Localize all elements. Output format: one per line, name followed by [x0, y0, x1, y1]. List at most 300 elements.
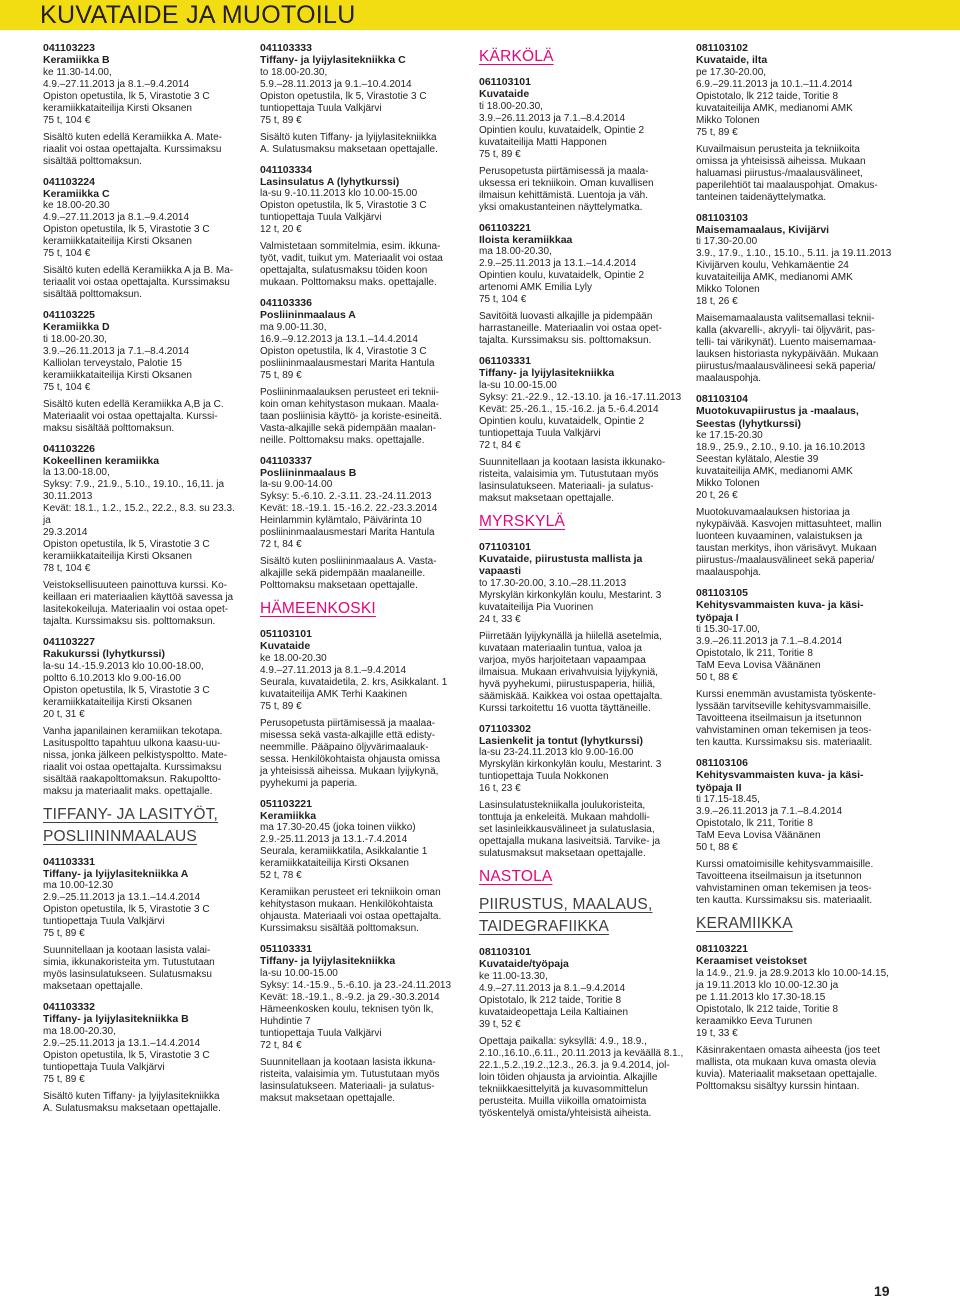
course-detail: harrastaneille. Materiaalin voi ostaa opet-: [479, 323, 662, 334]
course-detail: 75 t, 89 €: [479, 148, 521, 160]
course-detail: myös lasinsulatukseen. Sulatusmaksu: [43, 969, 212, 980]
course-detail: keramiikkataiteilija Kirsti Oksanen: [43, 369, 192, 381]
course-detail: Opiston opetustila, lk 5, Virastotie 3 C: [43, 224, 210, 235]
course-detail: ma 10.00-12.30: [43, 880, 114, 891]
course-description: Suunnitellaan ja kootaan lasista valai-: [43, 945, 211, 956]
course-code: 041103334: [260, 163, 312, 176]
course-entry: [696, 757, 896, 907]
course-detail: ti 17.30-20.00: [696, 236, 758, 247]
course-detail: 30.11.2013: [43, 491, 93, 502]
course-detail: kuvataiteilija AMK, medianomi AMK: [696, 272, 853, 283]
course-detail: ma 18.00-20.30,: [479, 246, 552, 257]
page-title: KUVATAIDE JA MUOTOILU: [40, 1, 356, 29]
course-description: Lasinsulatustekniikalla joulukoristeita,: [479, 800, 646, 811]
course-description: Opettaja paikalla: syksyllä: 4.9., 18.9.,: [479, 1035, 647, 1047]
course-entry: [260, 798, 465, 936]
course-detail: posliininmaalausmestari Marita Hantula: [260, 527, 435, 538]
course-detail: 5.9.–28.11.2013 ja 9.1.–10.4.2014: [260, 78, 412, 90]
course-detail: tuntiopettaja Tuula Valkjärvi: [260, 102, 382, 114]
course-detail: sisältää raakapolttomaksun. Rakupoltto-: [43, 773, 221, 785]
course-detail: ilmaisun kehittämistä. Luentoja ja väh.: [479, 189, 648, 201]
course-entry: [43, 636, 243, 798]
course-description: Kuvailmaisun perusteita ja tekniikoita: [696, 143, 860, 155]
course-detail: uksessa eri tekniikoin. Oman kuvallisen: [479, 177, 654, 189]
course-detail: riaalit voi ostaa opettajalta. Kurssimaksu: [43, 143, 222, 155]
course-detail: 75 t, 104 €: [43, 248, 91, 259]
course-code: 061103221: [479, 221, 531, 234]
course-detail: opettajalta, sulatusmaksu töiden koon: [260, 265, 428, 276]
course-detail: ti 18.00-20.30,: [479, 100, 543, 112]
course-detail: ja 19.11.2013 klo 10.00-12.30 ja: [696, 979, 839, 991]
course-detail: Kurssimaksu sisältää polttomaksun.: [260, 923, 419, 934]
course-detail: työt, vadit, tuikut ym. Materiaalit voi ostaa: [260, 253, 443, 264]
column-2: [260, 42, 465, 1113]
course-entry: [696, 943, 896, 1093]
course-detail: paperilehtiöt tai maalauspohjat. Omakus-: [696, 179, 878, 191]
course-detail: Myrskylän kirkonkylän koulu, Mestarint. 3: [479, 589, 662, 601]
course-detail: ti 18.00-20.30,: [43, 333, 107, 345]
course-title: Iloista keramiikkaa: [479, 233, 573, 246]
section-heading: KERAMIIKKA: [696, 915, 793, 932]
course-detail: tonttuja ja enkeleitä. Mukaan mahdolli-: [479, 812, 650, 823]
course-detail: Vasta-alkajille sekä pidempään maalan-: [260, 422, 437, 434]
course-detail: 75 t, 89 €: [696, 126, 738, 138]
course-detail: kalla (akvarelli-, akryyli- tai öljyvärit, pas-: [696, 325, 875, 336]
course-detail: Hämeenkosken koulu, teknisen työn lk,: [260, 1003, 434, 1015]
course-detail: 72 t, 84 €: [260, 539, 302, 550]
course-detail: tuntiopettaja Tuula Valkjärvi: [479, 427, 601, 439]
course-title: Tiffany- ja lyijylasitekniikka B: [43, 1013, 189, 1025]
course-detail: tajalta. Kurssimaksu sis. polttomaksun.: [479, 335, 652, 346]
course-title: Kuvataide: [260, 640, 311, 652]
course-description: Vanha japanilainen keramiikan tekotapa.: [43, 725, 223, 737]
course-detail: ti 17.15-18.45,: [696, 794, 760, 805]
course-detail: Tavoitteena itseilmaisun ja itsetunnon: [696, 713, 862, 724]
course-detail: keillaan eri materiaalien käyttöä savessa ja: [43, 592, 234, 603]
course-detail: alkajille sekä pidempään maalaneille.: [260, 568, 426, 579]
page-number: 19: [874, 1283, 890, 1299]
course-detail: sulatusmaksut maksetaan opettajalle.: [479, 848, 646, 859]
course-detail: 2.10.,16.10.,6.11., 20.11.2013 ja keväällä 8.1.,: [479, 1047, 684, 1059]
course-detail: Opiston opetustila, lk 5, Virastotie 3 C: [43, 539, 210, 550]
course-title: Muotokuvapiirustus ja -maalaus,: [696, 405, 859, 417]
course-description: Posliininmaalauksen perusteet eri teknii-: [260, 386, 439, 398]
course-detail: vahvistaminen oman tekemisen ja teos-: [696, 725, 872, 736]
course-detail: 75 t, 104 €: [43, 114, 91, 126]
course-entry: [260, 297, 465, 447]
course-detail: keramiikkataiteilija Kirsti Oksanen: [43, 236, 192, 247]
course-detail: 3.9.–26.11.2013 ja 7.1.–8.4.2014: [696, 636, 843, 647]
section-heading: HÄMEENKOSKI: [260, 600, 376, 617]
course-title: Tiffany- ja lyijylasitekniikka A: [43, 867, 189, 880]
course-detail: neemmille. Pääpaino öljyvärimaalauk-: [260, 741, 429, 753]
course-title: Keramiikka D: [43, 321, 110, 333]
course-description: Kurssi enemmän avustamista työskente-: [696, 689, 877, 700]
course-detail: Myrskylän kirkonkylän koulu, Mestarint. 3: [479, 759, 662, 770]
course-description: Sisältö kuten Tiffany- ja lyijylasitekniikka: [260, 131, 437, 143]
course-detail: tuntiopettaja Tuula Nokkonen: [479, 771, 609, 782]
course-detail: Syksy: 7.9., 21.9., 5.10., 19.10., 16,11. ja: [43, 479, 225, 490]
course-title: Kuvataide: [479, 88, 530, 100]
course-detail: la-su 14.-15.9.2013 klo 10.00-18.00,: [43, 660, 204, 672]
course-detail: artenomi AMK Emilia Lyly: [479, 282, 592, 293]
course-detail: la-su 10.00-15.00: [260, 967, 338, 979]
course-detail: kuvataiteilija Matti Happonen: [479, 136, 607, 148]
course-code: 041103226: [43, 442, 95, 455]
course-detail: tanteinen taidenäyttelymatka.: [696, 191, 827, 203]
course-detail: kuvataiteilija AMK, medianomi AMK: [696, 466, 853, 477]
course-detail: simia, ikkunakoristeita ym. Tutustutaan: [43, 957, 215, 968]
course-title: Kokeellinen keramiikka: [43, 454, 160, 467]
course-detail: maksetaan opettajalle.: [43, 981, 144, 992]
course-detail: taustan merkitys, ihon värisävyt. Mukaan: [696, 543, 877, 554]
course-detail: A. Sulatusmaksu maksetaan opettajalle.: [43, 1102, 221, 1114]
course-description: Keramiikan perusteet eri tekniikoin oman: [260, 887, 441, 898]
course-entry: [260, 455, 465, 593]
section-heading: PIIRUSTUS, MAALAUS,: [479, 896, 653, 913]
course-detail: Opiston opetustila, lk 5, Virastotie 3 C: [260, 200, 427, 211]
course-detail: kehitystason mukaan. Henkilökohtaista: [260, 899, 433, 910]
course-detail: 50 t, 88 €: [696, 842, 738, 853]
course-title: Kuvataide, piirustusta mallista ja: [479, 552, 643, 565]
course-title: työpaja I: [696, 611, 739, 624]
course-entry: [260, 628, 465, 790]
course-detail: Kivijärven koulu, Vehkamäentie 24: [696, 260, 849, 271]
course-title: Keramiikka B: [43, 54, 110, 66]
course-detail: poltto 6.10.2013 klo 9.00-16.00: [43, 672, 181, 684]
course-code: 081103106: [696, 757, 748, 769]
course-entry: [696, 587, 896, 749]
course-code: 071103101: [479, 540, 531, 553]
course-detail: haluamasi piirustus-/maalausvälineet,: [696, 167, 863, 179]
course-detail: Huhdintie 7: [260, 1015, 311, 1027]
course-detail: Opintien koulu, kuvataidelk, Opintie 2: [479, 415, 645, 427]
course-detail: 50 t, 88 €: [696, 672, 738, 683]
course-detail: 16.9.–9.12.2013 ja 13.1.–14.4.2014: [260, 333, 418, 345]
course-detail: to 18.00-20.30,: [260, 66, 328, 78]
course-description: Perusopetusta piirtämisessä ja maala-: [479, 165, 649, 177]
course-detail: lasitekokeiluja. Materiaalin voi ostaa opet-: [43, 604, 229, 615]
course-detail: maalauspohja.: [696, 373, 762, 384]
course-detail: sisältää polttomaksun.: [43, 289, 142, 300]
course-detail: ten kautta. Kurssimaksu sis. materiaalit.: [696, 737, 873, 748]
course-detail: 75 t, 104 €: [43, 381, 91, 393]
course-entry: [43, 856, 243, 994]
course-detail: risteita, valaisimia ym. Tutustutaan myös: [479, 468, 659, 480]
course-detail: ke 11.30-14.00,: [43, 66, 112, 78]
course-entry: [479, 222, 684, 348]
course-detail: 6.9.–29.11.2013 ja 10.1.–11.4.2014: [696, 78, 853, 90]
course-detail: la-su 9.00-14.00: [260, 479, 333, 490]
course-entry: [43, 1001, 243, 1115]
course-title: vapaasti: [479, 565, 522, 577]
column-3: [479, 42, 684, 1128]
course-code: 041103332: [43, 1001, 95, 1013]
course-detail: tajalta. Kurssimaksu sis. polttomaksun.: [43, 616, 216, 627]
column-4: [696, 42, 896, 1101]
course-detail: Opiston opetustila, lk 4, Virastotie 3 C: [260, 345, 427, 357]
course-detail: 18.9., 25.9., 2.10., 9.10. ja 16.10.2013: [696, 442, 866, 453]
course-title: Posliininmaalaus A: [260, 309, 356, 321]
course-detail: misessa sekä vasta-alkajille että edisty-: [260, 729, 436, 741]
course-entry: [479, 946, 684, 1120]
course-detail: kuvataiteilija AMK Terhi Kaakinen: [260, 688, 408, 700]
course-code: 051103221: [260, 797, 312, 810]
course-detail: Seurala, keramiikkatila, Asikkalantie 1: [260, 846, 428, 857]
page-banner: [0, 0, 960, 30]
course-title: Rakukurssi (lyhytkurssi): [43, 648, 165, 660]
course-detail: kuvataiteilija Pia Vuorinen: [479, 601, 594, 613]
course-title: Keramiikka: [260, 809, 317, 822]
course-title: Lasienkelit ja tontut (lyhytkurssi): [479, 734, 643, 747]
course-code: 041103225: [43, 309, 95, 321]
course-detail: maksut maksetaan opettajalle.: [260, 1092, 396, 1104]
course-entry: [479, 723, 684, 861]
course-code: 041103224: [43, 175, 95, 188]
course-detail: kuvataan materiaalin tuntua, valoa ja: [479, 642, 642, 654]
course-detail: ti 15.30-17.00,: [696, 624, 760, 635]
course-detail: tuntiopettaja Tuula Valkjärvi: [260, 212, 382, 223]
course-detail: ma 18.00-20.30,: [43, 1025, 116, 1037]
course-detail: Opiston opetustila, lk 5, Virastotie 3 C: [43, 90, 210, 102]
course-detail: tuntiopettaja Tuula Valkjärvi: [260, 1027, 382, 1039]
course-code: 041103331: [43, 855, 95, 868]
course-detail: riaalit voi ostaa opettajalta. Kurssimaksu: [43, 761, 222, 773]
course-detail: hyvä pyyhekumi, piirustuspaperia, hiiliä,: [479, 678, 656, 690]
course-detail: Kevät: 18.-19.1. 15.-16.2. 22.-23.3.2014: [260, 503, 438, 514]
course-detail: ke 18.00-20.30: [43, 200, 110, 211]
course-detail: 29.3.2014: [43, 527, 88, 538]
course-detail: neille. Polttomaksu maks. opettajalle.: [260, 434, 425, 446]
course-detail: 19 t, 33 €: [696, 1027, 738, 1039]
course-detail: 75 t, 89 €: [43, 928, 85, 939]
course-code: 081103105: [696, 587, 748, 599]
course-detail: pe 1.11.2013 klo 17.30-18.15: [696, 991, 826, 1003]
course-detail: Kalliolan terveystalo, Palotie 15: [43, 357, 182, 369]
course-entry: [260, 943, 465, 1105]
course-detail: maalauspohja.: [696, 567, 762, 578]
course-detail: 78 t, 104 €: [43, 563, 91, 574]
course-detail: Materiaalit voi ostaa opettajalta. Kurssi-: [43, 410, 218, 422]
course-detail: keramiikkataiteilija Kirsti Oksanen: [260, 858, 409, 869]
course-entry: [696, 212, 896, 386]
course-detail: TaM Eeva Lovisa Väänänen: [696, 830, 821, 841]
course-detail: ja yhteisissä aiheissa. Mukaan lyijykynä,: [260, 765, 439, 777]
course-title: Maisemamaalaus, Kivijärvi: [696, 223, 830, 236]
course-entry: [43, 309, 243, 435]
course-detail: kuvataideopettaja Leila Kaltiainen: [479, 1006, 628, 1018]
course-detail: 75 t, 89 €: [260, 114, 302, 126]
course-code: 081103101: [479, 946, 531, 958]
course-detail: TaM Eeva Lovisa Väänänen: [696, 660, 821, 671]
course-detail: ten kautta. Kurssimaksu sis. materiaalit.: [696, 895, 873, 906]
course-detail: lyssään tarvitseville kehitysvammaisille.: [696, 701, 872, 712]
course-detail: nykypäivää. Kasvojen mittasuhteet, mallin: [696, 519, 882, 530]
course-entry: [260, 42, 465, 156]
course-entry: [696, 42, 896, 204]
course-detail: maksu ja materiaalit maks. opettajalle.: [43, 785, 213, 797]
course-detail: Kurssi tarkoitettu 16 vuotta täyttäneille.: [479, 702, 651, 714]
course-description: Maisemamaalausta valitsemallasi teknii-: [696, 313, 875, 324]
course-title: Keraamiset veistokset: [696, 955, 807, 967]
course-detail: la 14.9., 21.9. ja 28.9.2013 klo 10.00-14.15,: [696, 967, 889, 979]
course-detail: mukaan. Polttomaksu maks. opettajalle.: [260, 277, 437, 288]
course-detail: telli- tai värikynät). Luento maisemamaa-: [696, 337, 877, 348]
course-title: työpaja II: [696, 781, 742, 794]
course-detail: Heinlammin kylämtalo, Päivärinta 10: [260, 515, 422, 526]
course-detail: lasinsulatukseen. Materiaali- ja sulatus-: [260, 1080, 435, 1092]
course-title: Kehitysvammaisten kuva- ja käsi-: [696, 769, 864, 781]
course-detail: 16 t, 23 €: [479, 783, 521, 794]
course-entry: [43, 42, 243, 168]
course-detail: 39 t, 52 €: [479, 1018, 521, 1030]
course-title: Tiffany- ja lyijylasitekniikka C: [260, 54, 406, 66]
course-detail: työskentelyä omista/yhteisistä aiheista.: [479, 1107, 652, 1119]
section-heading: NASTOLA: [479, 868, 553, 885]
course-code: 051103101: [260, 628, 312, 640]
course-detail: 2.9.–25.11.2013 ja 13.1.–14.4.2014: [479, 258, 637, 269]
course-detail: Opistotalo, lk 212 taide, Toritie 8: [696, 1003, 839, 1015]
course-code: 071103302: [479, 722, 531, 735]
course-detail: A. Sulatusmaksu maksetaan opettajalle.: [260, 143, 438, 155]
course-description: Veistoksellisuuteen painottuva kurssi. Ko-: [43, 580, 227, 591]
course-description: Perusopetusta piirtämisessä ja maalaa-: [260, 717, 436, 729]
course-code: 081103103: [696, 211, 748, 224]
course-detail: la-su 9.-10.11.2013 klo 10.00-15.00: [260, 188, 418, 199]
course-detail: ohjausta. Materiaali voi ostaa opettajalta.: [260, 911, 442, 922]
course-code: 081103102: [696, 42, 748, 54]
course-description: Muotokuvamaalauksen historiaa ja: [696, 507, 850, 518]
course-detail: Opintien koulu, kuvataidelk, Opintie 2: [479, 124, 645, 136]
course-title: Tiffany- ja lyijylasitekniikka: [260, 955, 396, 967]
course-entry: [696, 393, 896, 579]
section-heading: MYRSKYLÄ: [479, 512, 566, 530]
course-detail: nissa, jonka jälkeen pelkistyspoltto. Mate-: [43, 749, 227, 761]
course-detail: Mikko Tolonen: [696, 478, 760, 489]
course-detail: Syksy: 5.-6.10. 2.-3.11. 23.-24.11.2013: [260, 491, 432, 502]
course-code: 041103223: [43, 42, 95, 54]
course-detail: ilmaisua. Mukaan erivahvuisia lyijykyniä,: [479, 666, 658, 678]
course-detail: posliininmaalausmestari Marita Hantula: [260, 357, 435, 369]
course-detail: 24 t, 33 €: [479, 613, 521, 625]
course-code: 061103331: [479, 355, 531, 367]
course-detail: ke 11.00-13.30,: [479, 970, 548, 982]
course-detail: koin oman kehitystason mukaan. Maala-: [260, 398, 439, 410]
course-detail: säämiskää. Kaikkea voi ostaa opettajalta.: [479, 690, 663, 702]
course-detail: Syksy: 21.-22.9., 12.-13.10. ja 16.-17.11.2013: [479, 391, 682, 403]
course-description: Savitöitä luovasti alkajille ja pidempään: [479, 311, 653, 322]
course-detail: 22.1.,5.2.,19.2.,12.3., 26.3. ja 9.4.2014, jol-: [479, 1059, 670, 1071]
course-detail: 4.9.–27.11.2013 ja 8.1.–9.4.2014: [260, 664, 407, 676]
course-entry: [479, 541, 684, 715]
course-detail: 18 t, 26 €: [696, 296, 738, 307]
course-detail: Opintien koulu, kuvataidelk, Opintie 2: [479, 270, 645, 281]
course-description: Sisältö kuten posliininmaalaus A. Vasta-: [260, 556, 437, 567]
course-detail: 72 t, 84 €: [260, 1039, 302, 1051]
course-detail: Polttomaksu sisältyy kurssin hintaan.: [696, 1080, 860, 1092]
course-detail: yksi omakustanteinen näyttelymatka.: [479, 201, 643, 213]
course-detail: maksu sisältää polttomaksun.: [43, 422, 175, 434]
column-1: [43, 42, 243, 1123]
course-detail: 4.9.–27.11.2013 ja 8.1.–9.4.2014: [43, 212, 190, 223]
course-description: Suunnitellaan ja kootaan lasista ikkuna-: [260, 1056, 436, 1068]
course-detail: 75 t, 89 €: [43, 1073, 85, 1085]
course-entry: [43, 443, 243, 629]
course-detail: la 13.00-18.00,: [43, 467, 110, 478]
course-detail: 4.9.–27.11.2013 ja 8.1.–9.4.2014: [479, 982, 626, 994]
course-detail: 20 t, 26 €: [696, 490, 738, 501]
course-detail: Seestan kylätalo, Alestie 39: [696, 454, 819, 465]
course-title: Kuvataide/työpaja: [479, 958, 569, 970]
course-detail: Kevät: 25.-26.1., 15.-16.2. ja 5.-6.4.2014: [479, 403, 659, 415]
course-detail: 75 t, 104 €: [479, 294, 527, 305]
course-code: 081103221: [696, 943, 748, 955]
course-detail: 75 t, 89 €: [260, 700, 302, 712]
course-description: Sisältö kuten edellä Keramiikka A,B ja C.: [43, 398, 224, 410]
course-detail: ke 17.15-20.30: [696, 430, 763, 441]
course-description: Suunnitellaan ja kootaan lasista ikkunako-: [479, 456, 666, 468]
course-code: 041103333: [260, 42, 312, 54]
course-detail: opettajalla mukana lasiveitsiä. Tarvike- ja: [479, 836, 661, 847]
course-detail: 52 t, 78 €: [260, 870, 302, 881]
course-detail: 4.9.–27.11.2013 ja 8.1.–9.4.2014: [43, 78, 190, 90]
course-detail: risteita, valaisimia ym. Tutustutaan myös: [260, 1068, 440, 1080]
course-detail: keramiikkataiteilija Kirsti Oksanen: [43, 696, 192, 708]
course-detail: Opistotalo, lk 211, Toritie 8: [696, 648, 813, 659]
course-code: 061103101: [479, 76, 531, 88]
course-entry: [260, 164, 465, 290]
course-detail: perusteita. Muilla viikoilla omatoimista: [479, 1095, 647, 1107]
course-detail: Syksy: 14.-15.9., 5.-6.10. ja 23.-24.11.2013: [260, 979, 452, 991]
course-detail: Kevät: 18.-19.1., 8.-9.2. ja 29.-30.3.2014: [260, 991, 440, 1003]
course-detail: 72 t, 84 €: [479, 439, 521, 451]
course-description: Piirretään lyijykynällä ja hiilellä asetelmia,: [479, 630, 662, 642]
course-detail: vahvistaminen oman tekemisen ja teos-: [696, 883, 872, 894]
course-detail: piirustus/maalausvälineesi sekä paperia/: [696, 361, 876, 372]
course-detail: Mikko Tolonen: [696, 284, 760, 295]
course-detail: 12 t, 20 €: [260, 224, 302, 235]
course-detail: 2.9.–25.11.2013 ja 13.1.–14.4.2014: [43, 1037, 201, 1049]
section-heading: TAIDEGRAFIIKKA: [479, 918, 609, 935]
course-detail: keraamikko Eeva Turunen: [696, 1015, 813, 1027]
course-detail: ma 9.00-11.30,: [260, 321, 327, 333]
course-detail: omissa ja yhteisissä aiheissa. Mukaan: [696, 155, 866, 167]
course-description: Sisältö kuten edellä Keramiikka A. Mate-: [43, 131, 222, 143]
course-detail: tekniikkaesittelyitä ja kuvasommittelun: [479, 1083, 648, 1095]
course-title: Kehitysvammaisten kuva- ja käsi-: [696, 599, 864, 611]
course-detail: Opiston opetustila, lk 5, Virastotie 3 C: [260, 90, 427, 102]
course-detail: 3.9.–26.11.2013 ja 7.1.–8.4.2014: [696, 806, 843, 817]
course-detail: to 17.30-20.00, 3.10.–28.11.2013: [479, 577, 627, 589]
course-detail: keramiikkataiteilija Kirsti Oksanen: [43, 551, 192, 562]
course-detail: sisältää polttomaksun.: [43, 155, 142, 167]
course-detail: mallista, ota mukaan kuva omasta olevia: [696, 1056, 877, 1068]
course-code: 081103104: [696, 393, 748, 405]
course-entry: [43, 176, 243, 302]
course-entry: [479, 76, 684, 214]
course-detail: kuvia). Materiaalit maksetaan opettajalle.: [696, 1068, 878, 1080]
course-detail: sessa. Henkilökohtaista ohjausta omissa: [260, 753, 441, 765]
course-detail: luonteen kuvaaminen, valaistuksen ja: [696, 531, 863, 542]
course-title: Lasinsulatus A (lyhytkurssi): [260, 175, 400, 188]
course-detail: lasinsulatukseen. Materiaali- ja sulatus-: [479, 480, 654, 492]
course-detail: Opistotalo, lk 212 taide, Toritie 8: [696, 90, 839, 102]
course-description: Sisältö kuten Tiffany- ja lyijylasitekniikka: [43, 1090, 220, 1102]
course-title: Seestas (lyhytkurssi): [696, 417, 802, 430]
course-detail: Opiston opetustila, lk 5, Virastotie 3 C: [43, 1049, 210, 1061]
course-detail: piirustus-/maalausvälineet sekä paperia/: [696, 555, 875, 566]
course-detail: 3.9., 17.9., 1.10., 15.10., 5.11. ja 19.11.2013: [696, 248, 892, 259]
